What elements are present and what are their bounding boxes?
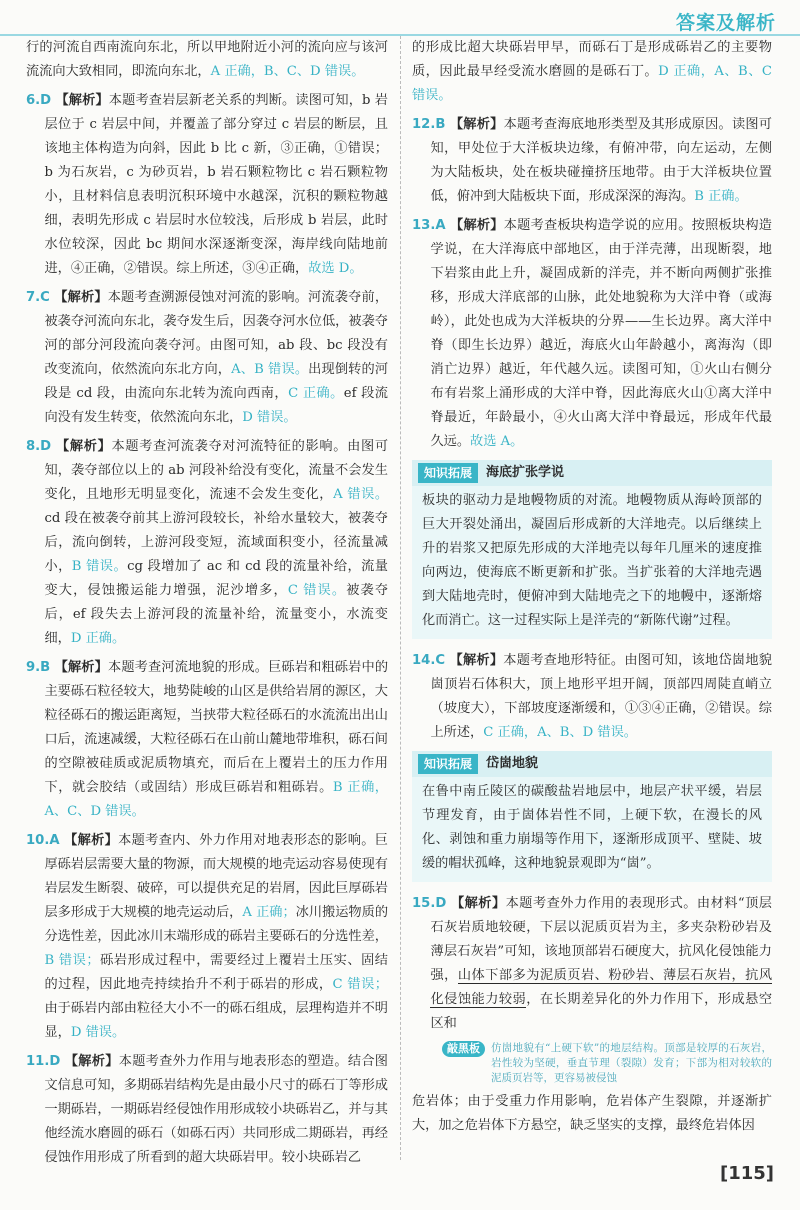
knowledge-box-header [412, 751, 772, 777]
left-column [26, 36, 388, 1175]
answer-15: 15.D 【解析】本题考查外力作用的表现形式。由材料“顶层石灰岩质地较硬，下层以泥质页岩为主，多夹杂粉砂岩及薄层石灰岩”可知，该地顶部岩石硬度大，抗风化侵蚀能力强，山体下部多为泥质页岩、粉砂岩、薄层石灰岩，抗风化侵蚀能力较弱，在长期差异化的外力作用下，形成悬空区和 [412, 896, 773, 1031]
column-divider [400, 36, 401, 1160]
side-note-badge: 敲黑板 [442, 1041, 485, 1057]
answer-7: 7.C 【解析】本题考查溯源侵蚀对河流的影响。河流袭夺前，被袭夺河流向东北，袭夺发生后，因袭夺河水位低，被袭夺河的部分河段流向袭夺河。由图可知，ab 段、bc 段没有改变流向，依然流向东北方向，A、B 错误。出现倒转的河段是 cd 段，由流向东北转为流向西南，C 正确。ef 段流向没有发生转变，依然流向东北，D 错误。 [26, 290, 389, 425]
answer-12: 12.B 【解析】本题考查海底地形类型及其形成原因。读图可知，甲处位于大洋板块边缘，有俯冲带，向左运动，左侧为大陆板块，处在板块碰撞挤压地带。由于大洋板块位置低，俯冲到大陆板块下面，形成深深的海沟。B 正确。 [412, 117, 772, 204]
answer-13: 13.A 【解析】本题考查板块构造学说的应用。按照板块构造学说，在大洋海底中部地区，由于洋壳薄，出现断裂，地下岩浆由此上升，凝固成新的洋壳，并不断向两侧扩张推移，形成大洋底部的山脉，此处地貌称为大洋中脊（或海岭），此处也成为大洋板块的分界——生长边界。离大洋中脊（即生长边界）越近，海底火山年龄越小，离海沟（即消亡边界）越近，年代越久远。读图可知，①火山右侧分布有岩浆上涌形成的大洋中脊，因此海底火山①离大洋中脊最近，年龄最小，④火山离大洋中脊最远，形成年代最久远。故选 A。 [412, 218, 772, 449]
continued-paragraph: 行的河流自西南流向东北，所以甲地附近小河的流向应与该河流流向大致相同，即流向东北，A 正确，B、C、D 错误。 [26, 40, 388, 79]
knowledge-title: 海底扩张学说 [486, 465, 565, 480]
answer-8: 8.D 【解析】本题考查河流袭夺对河流特征的影响。由图可知，袭夺部位以上的 ab 河段补给没有变化，流量不会发生变化，且地形无明显变化，流速不会发生变化，A 错误。cd 段在被袭夺前其上游河段较长，补给水量较大，被袭夺后，流向倒转，上游河段变短，流域面积变小，径流量减小，B 错误。cg 段增加了 ac 和 cd 段的流量补给，流量变大，侵蚀搬运能力增强，泥沙增多，C 错误。被袭夺后，ef 段失去上游河段的流量补给，流量变小，水流变细，D 正确。 [26, 439, 389, 646]
knowledge-title: 岱崮地貌 [486, 756, 539, 771]
underlined-text: 山体下部多为泥质页岩、粉砂岩、薄层石灰岩，抗风化侵蚀能力较弱 [430, 968, 773, 1007]
answer-11: 11.D 【解析】本题考查外力作用与地表形态的塑造。结合图文信息可知，多期砾岩结构先是由最小尺寸的砾石丁等形成一期砾岩，一期砾岩经侵蚀作用形成较小块砾岩乙，并与其他经流水磨圆的砾石（如砾石丙）共同形成二期砾岩，再经侵蚀作用形成了所看到的超大块砾岩甲。较小块砾岩乙 [26, 1054, 388, 1165]
answer-9: 9.B 【解析】本题考查河流地貌的形成。巨砾岩和粗砾岩中的主要砾石粒径较大，地势陡峻的山区是供给岩屑的源区，大粒径砾石的搬运距离短，当挟带大粒径砾石的水流流出出山口后，流速减缓，大粒径砾石在山前山麓地带堆积，砾石间的空隙被硅质或泥质物填充，而后在上覆岩土的压力作用下，就会胶结（或固结）形成巨砾岩和粗砾岩。B 正确，A、C、D 错误。 [26, 660, 389, 819]
continued-paragraph: 危岩体；由于受重力作用影响，危岩体产生裂隙，并逐渐扩大，加之危岩体下方悬空，缺乏坚实的支撑，最终危岩体因 [412, 1094, 772, 1133]
side-note-text: 仿崮地貌有“上硬下软”的地层结构。顶部是较厚的石灰岩，岩性较为坚硬，垂直节理（裂隙）发育；下部为相对较软的泥质页岩等，更容易被侵蚀 [491, 1042, 772, 1084]
right-column [412, 36, 772, 1143]
page-header-title: 答案及解析 [675, 12, 776, 34]
side-note [412, 1041, 772, 1086]
answer-6: 6.D 【解析】本题考查岩层新老关系的判断。读图可知，b 岩层位于 c 岩层中间，并覆盖了部分穿过 c 岩层的断层，且该地主体构造为向斜，因此 b 比 c 新，③正确，①错误；b 为石灰岩，c 为砂页岩，b 岩石颗粒物比 c 岩石颗粒物小，且材料信息表明沉积环境中水越深，沉积的颗粒物越细，表明先形成 c 岩层时水位较浅，后形成 b 岩层，此时水位较深，因此 bc 期间水深逐渐变深，海岸线向陆地前进，④正确，②错误。综上所述，③④正确，故选 D。 [26, 93, 388, 276]
page-number: [115] [719, 1163, 774, 1184]
knowledge-badge: 知识拓展 [418, 754, 478, 774]
answer-14: 14.C 【解析】本题考查地形特征。由图可知，该地岱崮地貌崮顶岩石体积大，顶上地形平坦开阔，顶部四周陡直峭立（坡度大），下部坡度逐渐缓和，①③④正确，②错误。综上所述，C 正确，A、B、D 错误。 [412, 653, 772, 740]
continued-paragraph: 的形成比超大块砾岩甲早，而砾石丁是形成砾岩乙的主要物质，因此最早经受流水磨圆的是砾石丁。D 正确，A、B、C 错误。 [412, 40, 772, 103]
knowledge-badge: 知识拓展 [418, 463, 478, 483]
answer-10: 10.A 【解析】本题考查内、外力作用对地表形态的影响。巨厚砾岩层需要大量的物源，而大规模的地壳运动容易使现有岩层发生断裂、破碎，可以提供充足的岩屑，因此巨厚砾岩层多形成于大规模的地壳运动后，A 正确；冰川搬运物质的分选性差，因此冰川末端形成的砾岩主要砾石的分选性差，B 错误；砾岩形成过程中，需要经过上覆岩土压实、固结的过程，因此地壳持续抬升不利于砾岩的形成，C 错误；由于砾岩内部由粒径大小不一的砾石组成，层理构造并不明显，D 错误。 [26, 833, 389, 1040]
knowledge-box-body: 板块的驱动力是地幔物质的对流。地幔物质从海岭顶部的巨大开裂处涌出，凝固后形成新的大洋地壳。以后继续上升的岩浆又把原先形成的大洋地壳以每年几厘米的速度推向两边，使海底不断更新和扩张。当扩张着的大洋地壳遇到大陆地壳时，便俯冲到大陆地壳之下的地幔中，逐渐熔化而消亡。这一过程实际上是洋壳的“新陈代谢”过程。 [412, 486, 772, 639]
knowledge-box-header [412, 460, 772, 486]
knowledge-box-body: 在鲁中南丘陵区的碳酸盐岩地层中，地层产状平缓，岩层节理发育，由于崮体岩性不同，上硬下软，在漫长的风化、剥蚀和重力崩塌等作用下，逐渐形成顶平、壁陡、坡缓的帽状孤峰，这种地貌景观即为“崮”。 [412, 777, 772, 882]
